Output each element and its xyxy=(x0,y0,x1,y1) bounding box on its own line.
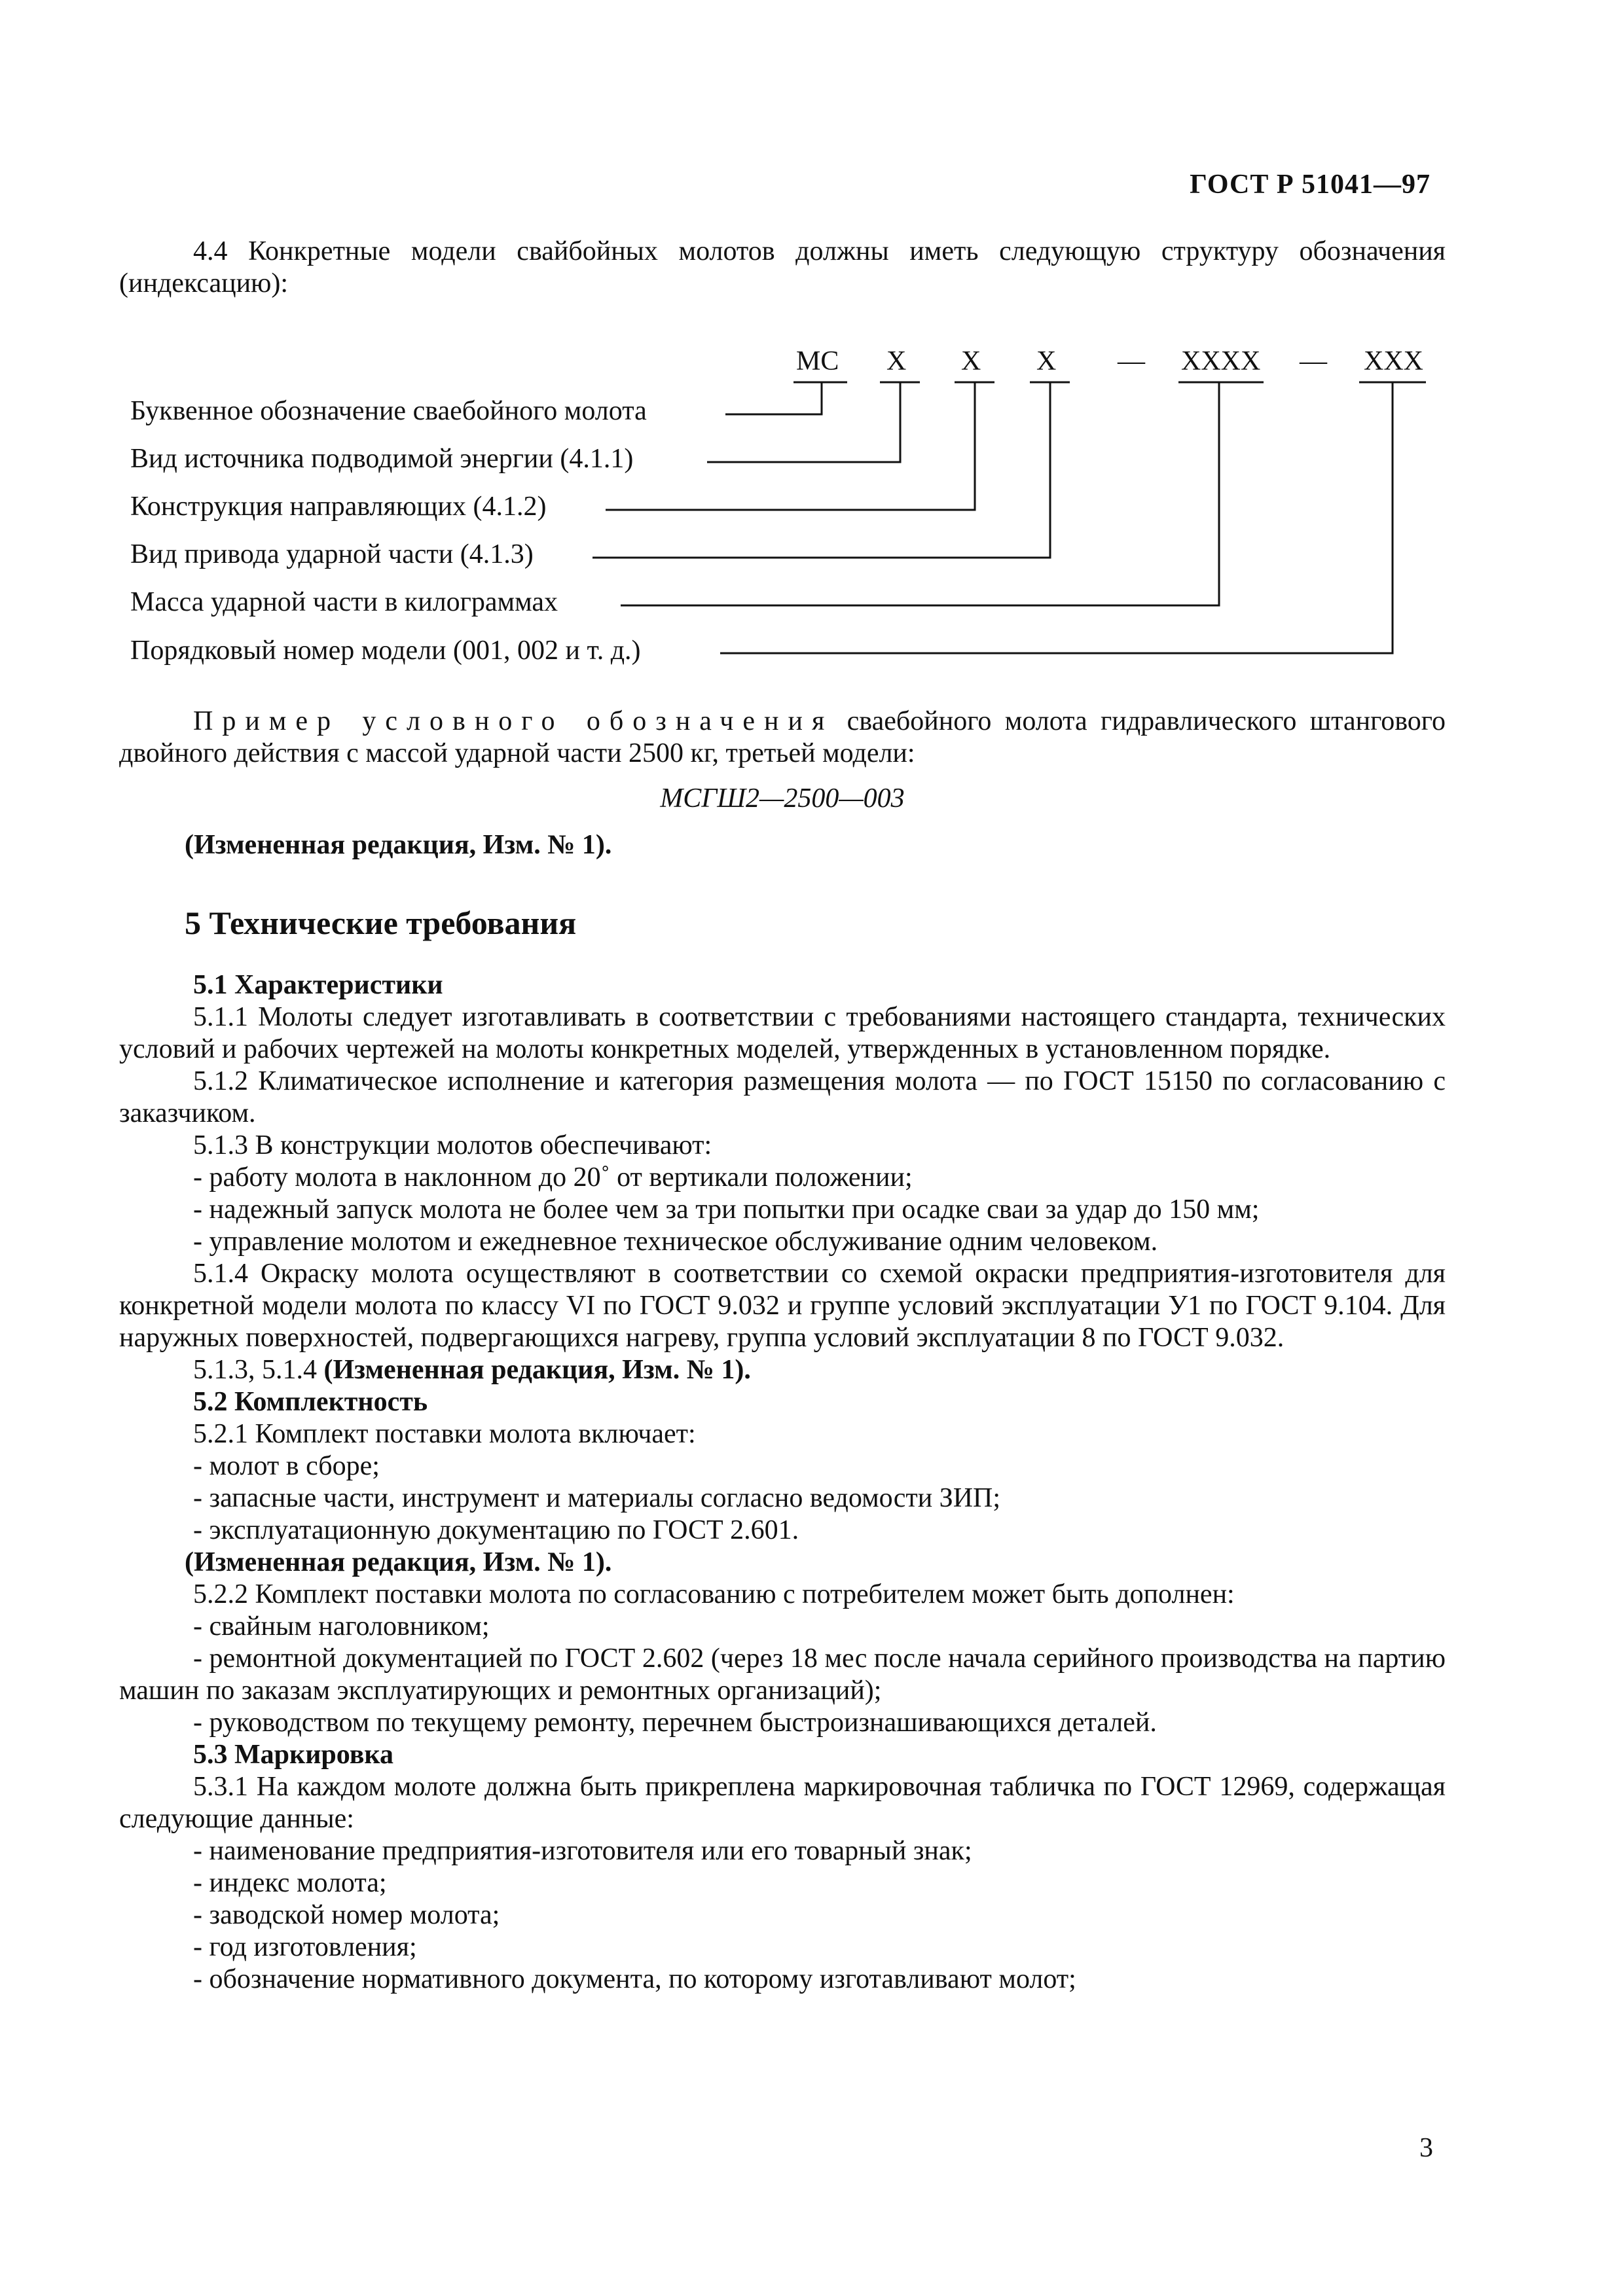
list-item: - руководством по текущему ремонту, перечнем быстроизнашивающихся деталей. xyxy=(193,1708,1157,1738)
list-item: - управление молотом и ежедневное техническое обслуживание одним человеком. xyxy=(193,1227,1158,1257)
subsection-5-1-title: 5.1 Характеристики xyxy=(193,970,443,1000)
paragraph-5-1-4: 5.1.4 Окраску молота осуществляют в соответствии со схемой окраски предприятия-изготовителя для конкретной модели молота по классу VI по ГОСТ 9.032 и группе условий эксплуатации У1 по ГОСТ 9.104. Для наружных поверхностей, подвергающихся нагреву, группа условий эксплуатации 8 по ГОСТ 9.032. xyxy=(119,1259,1446,1353)
paragraph-4-4-text: 4.4 Конкретные модели свайбойных молотов должны иметь следующую структуру обозначения (индексацию): xyxy=(119,236,1446,298)
scheme-leader-lines xyxy=(0,0,1623,720)
example-change-note: (Измененная редакция, Изм. № 1). xyxy=(185,830,612,860)
list-item: - свайным наголовником; xyxy=(193,1611,490,1641)
paragraph-5-2-1: 5.2.1 Комплект поставки молота включает: xyxy=(193,1419,696,1449)
list-item: - запасные части, инструмент и материалы согласно ведомости ЗИП; xyxy=(193,1483,1001,1513)
scheme-label-number: Порядковый номер модели (001, 002 и т. д.) xyxy=(130,636,641,666)
example-paragraph xyxy=(119,706,1446,770)
paragraph-5-2-2: 5.2.2 Комплект поставки молота по согласованию с потребителем может быть дополнен: xyxy=(193,1579,1235,1609)
list-item: - наименование предприятия-изготовителя или его товарный знак; xyxy=(193,1836,972,1866)
section-5-title: 5 Технические требования xyxy=(185,905,577,941)
paragraph-5-1-4-note xyxy=(119,1354,1446,1386)
scheme-label-guides: Конструкция направляющих (4.1.2) xyxy=(130,492,547,522)
scheme-code-mc: МС xyxy=(796,346,839,376)
paragraph-5-2-1-note: (Измененная редакция, Изм. № 1). xyxy=(185,1547,612,1577)
note-refs: 5.1.3, 5.1.4 xyxy=(193,1355,324,1385)
example-lead: Пример условного обозначения xyxy=(193,706,834,736)
list-item: - год изготовления; xyxy=(193,1932,417,1962)
example-formula: МСГШ2—2500—003 xyxy=(660,783,905,814)
document-header-id: ГОСТ Р 51041—97 xyxy=(1190,170,1431,200)
subsection-5-3-title: 5.3 Маркировка xyxy=(193,1740,393,1770)
scheme-label-mass: Масса ударной части в килограммах xyxy=(130,587,558,617)
scheme-code-x2: Х xyxy=(961,346,981,376)
paragraph-5-1-1: 5.1.1 Молоты следует изготавливать в соответствии с требованиями настоящего стандарта, технических условий и рабочих чертежей на молоты конкретных моделей, утвержденных в установленном порядке. xyxy=(119,1002,1446,1064)
subsection-5-2-title: 5.2 Комплектность xyxy=(193,1387,428,1417)
scheme-label-drive: Вид привода ударной части (4.1.3) xyxy=(130,539,534,569)
scheme-code-mass: ХХХХ xyxy=(1181,346,1261,376)
scheme-code-number: ХХХ xyxy=(1364,346,1423,376)
list-item: - обозначение нормативного документа, по которому изготавливают молот; xyxy=(193,1964,1076,1994)
paragraph-5-1-2: 5.1.2 Климатическое исполнение и категория размещения молота — по ГОСТ 15150 по согласованию с заказчиком. xyxy=(119,1066,1446,1128)
list-item: - заводской номер молота; xyxy=(193,1900,500,1930)
scheme-label-letter: Буквенное обозначение сваебойного молота xyxy=(130,396,647,426)
list-item: - ремонтной документацией по ГОСТ 2.602 (через 18 мес после начала серийного производства на партию машин по заказам эксплуатирующих и ремонтных организаций); xyxy=(119,1643,1446,1706)
scheme-label-energy: Вид источника подводимой энергии (4.1.1) xyxy=(130,444,634,474)
example-rest: сваебойного молота гидравлического штангового двойного действия с массой ударной части 2500 кг, третьей модели: xyxy=(119,706,1446,768)
section-5 xyxy=(119,907,1446,1996)
scheme-dash-1: — xyxy=(1118,346,1145,376)
paragraph-5-1-3: 5.1.3 В конструкции молотов обеспечивают: xyxy=(193,1130,712,1160)
note-change: (Измененная редакция, Изм. № 1). xyxy=(323,1355,751,1385)
scheme-code-x3: Х xyxy=(1036,346,1057,376)
scheme-dash-2: — xyxy=(1300,346,1327,376)
scheme-code-x1: Х xyxy=(886,346,907,376)
page-number: 3 xyxy=(1419,2133,1433,2163)
paragraph-5-3-1: 5.3.1 На каждом молоте должна быть прикреплена маркировочная табличка по ГОСТ 12969, содержащая следующие данные: xyxy=(119,1772,1446,1834)
list-item: - индекс молота; xyxy=(193,1868,387,1898)
example-block xyxy=(119,706,1446,861)
list-item: - надежный запуск молота не более чем за три попытки при осадке сваи за удар до 150 мм; xyxy=(193,1194,1260,1225)
list-item: - эксплуатационную документацию по ГОСТ 2.601. xyxy=(193,1515,799,1545)
list-item: - молот в сборе; xyxy=(193,1451,380,1481)
list-item: - работу молота в наклонном до 20˚ от вертикали положении; xyxy=(193,1162,913,1193)
